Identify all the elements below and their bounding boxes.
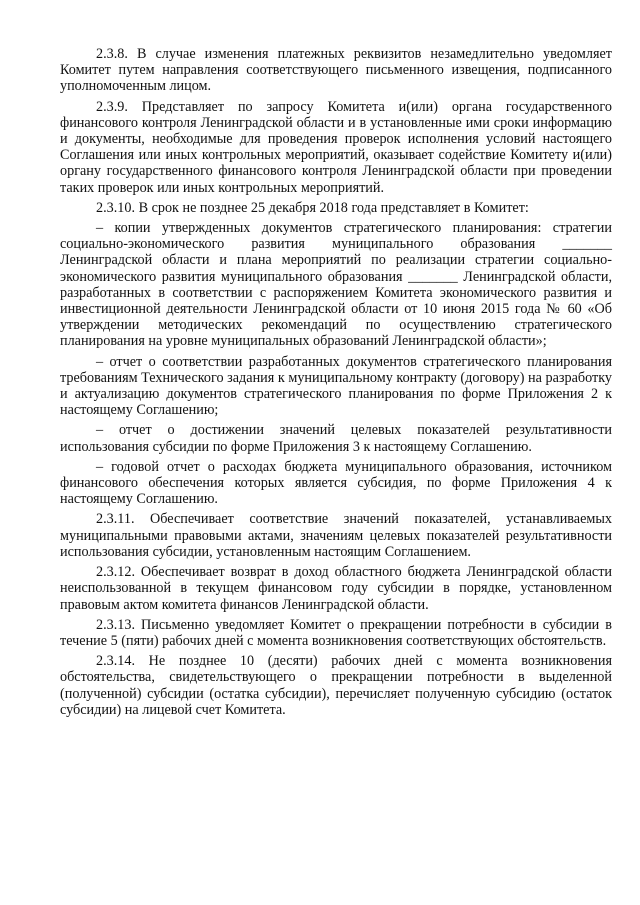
document-page xyxy=(60,46,612,722)
list-item-compliance-report: – отчет о соответствии разработанных документов стратегического планирования требованиям Технического задания к муниципальному контракту (договору) на разработку и актуализацию документов стратегического планирования по форме Приложения 2 к настоящему Соглашению; xyxy=(60,353,612,419)
paragraph-2-3-12: 2.3.12. Обеспечивает возврат в доход областного бюджета Ленинградской области неиспользованной в текущем финансовом году субсидии в порядке, установленном правовым актом комитета финансов Ленинградской области. xyxy=(60,564,612,613)
list-item-strategy-copies: – копии утвержденных документов стратегического планирования: стратегии социально-экономического развития муниципального образования _______ Ленинградской области и плана мероприятий по реализации стратегии социально-экономического развития муниципального образования _______ Ленинградской области, разработанных в соответствии с распоряжением Комитета экономического развития и инвестиционной деятельности Ленинградской области от 10 июня 2015 года № 60 «Об утверждении методических рекомендаций по осуществлению стратегического планирования на уровне муниципальных образований Ленинградской области»; xyxy=(60,220,612,350)
paragraph-2-3-14: 2.3.14. Не позднее 10 (десяти) рабочих дней с момента возникновения обстоятельства, свидетельствующего о прекращении потребности в выделенной (полученной) субсидии (остатка субсидии), перечисляет полученную субсидию (остаток субсидии) на лицевой счет Комитета. xyxy=(60,653,612,718)
list-item-targets-report: – отчет о достижении значений целевых показателей результативности использования субсидии по форме Приложения 3 к настоящему Соглашению. xyxy=(60,422,612,455)
paragraph-2-3-10: 2.3.10. В срок не позднее 25 декабря 2018 года представляет в Комитет: xyxy=(96,199,529,216)
list-item-annual-expense-report: – годовой отчет о расходах бюджета муниципального образования, источником финансового обеспечения которых является субсидия, по форме Приложения 4 к настоящему Соглашению. xyxy=(60,458,612,508)
paragraph-2-3-9: 2.3.9. Представляет по запросу Комитета и(или) органа государственного финансового контроля Ленинградской области и в установленные ими сроки информацию и документы, необходимые для проведения проверок исполнения условий настоящего Соглашения или иных контрольных мероприятий, оказывает содействие Комитету и(или) органу государственного финансового контроля Ленинградской области при проведении таких проверок или иных контрольных мероприятий. xyxy=(60,98,612,196)
paragraph-2-3-13: 2.3.13. Письменно уведомляет Комитет о прекращении потребности в субсидии в течение 5 (пяти) рабочих дней с момента возникновения соответствующих обстоятельств. xyxy=(60,616,612,649)
paragraph-2-3-11: 2.3.11. Обеспечивает соответствие значений показателей, устанавливаемых муниципальными правовыми актами, значениям целевых показателей результативности использования субсидии, установленным настоящим Соглашением. xyxy=(60,511,612,560)
paragraph-2-3-8: 2.3.8. В случае изменения платежных реквизитов незамедлительно уведомляет Комитет путем направления соответствующего письменного извещения, подписанного уполномоченным лицом. xyxy=(60,46,612,95)
